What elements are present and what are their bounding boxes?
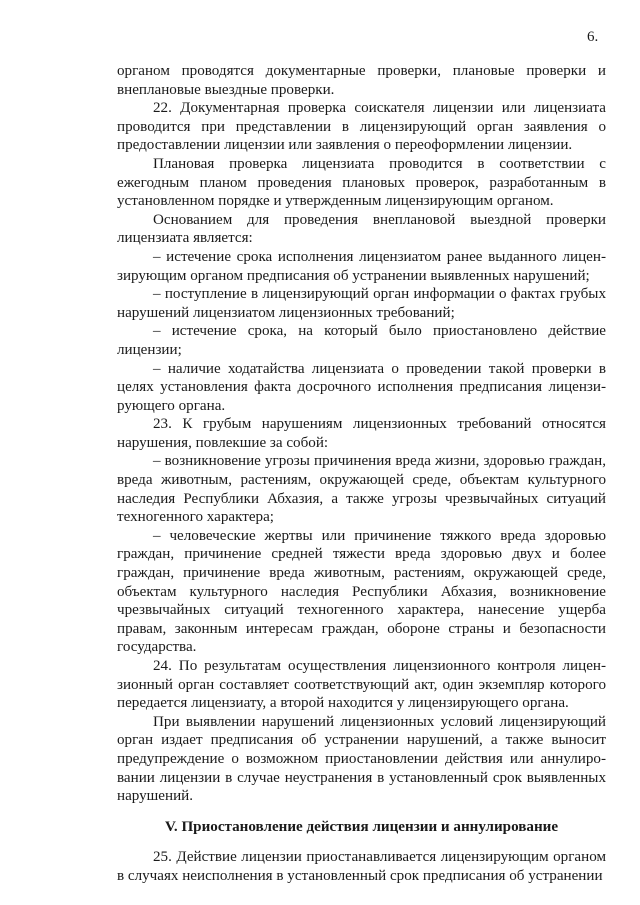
paragraphs-after-heading (117, 848, 606, 885)
paragraph: Плановая проверка лицензиата проводится в соответствии с ежегодным планом проведения плановых проверок, разработанным в установленном порядке и утвержденным лицензирующим органом. (117, 155, 606, 210)
paragraph: 25. Действие лицензии приостанавливается лицензирующим органом в случаях неисполнения в установленный срок предписания об устранении (117, 849, 606, 884)
document-body (117, 62, 606, 886)
list-item: – возникновение угрозы причинения вреда жизни, здоровью граждан, вреда животным, растениям, окружающей среде, объектам культурного наследия Республики Абхазия, а также угрозы чрезвычайных ситуаций техногенного характера; (117, 453, 606, 526)
paragraph: 22. Документарная проверка соискателя лицензии или лицензиата проводится при представлении в лицензирующий орган заявления о предоставлении лицензии или заявления о переоформлении лицензии. (117, 100, 606, 154)
list-item: – истечение срока, на который было приостановлено действие лицензии; (117, 323, 606, 358)
section-heading: V. Приостановление действия лицензии и аннулирование (164, 818, 559, 835)
list-item: – наличие ходатайства лицензиата о проведении такой проверки в целях установления факта досрочного исполнения предписания лицензирующего органа. (117, 360, 606, 414)
paragraph: органом проводятся документарные проверки, плановые проверки и внеплановые выездные проверки. (117, 63, 606, 98)
paragraph: Основанием для проведения внеплановой выездной проверки лицензиата является: (117, 211, 606, 247)
list-item: – поступление в лицензирующий орган информации о фактах грубых нарушений лицензиатом лицензионных требований; (117, 286, 606, 321)
paragraph: При выявлении нарушений лицензионных условий лицензирующий орган издает предписания об устранении нарушений, а также выносит предупреждение о возможном приостановлении действия или аннулировании лицензии в случае неустранения в установленный срок выявленных нарушений. (117, 713, 606, 805)
list-item: – истечение срока исполнения лицензиатом ранее выданного лицензирующим органом предписания об устранении выявленных нарушений; (117, 248, 606, 284)
list-item: – человеческие жертвы или причинение тяжкого вреда здоровью граждан, причинение средней тяжести вреда здоровью двух и более граждан, причинение вреда животным, растениям, окружающей среде, объектам культурного наследия Республики Абхазия, возникновение чрезвычайных ситуаций техногенного характера, нанесение ущерба правам, законным интересам граждан, обороне страны и безопасности государства. (117, 527, 606, 656)
page-number: 6. (587, 29, 599, 45)
paragraph: 24. По результатам осуществления лицензионного контроля лицензионный орган составляет соответствующий акт, один экземпляр которого передается лицензиату, а второй находится у лицензирующего органа. (117, 658, 606, 712)
paragraphs-before-heading (117, 62, 606, 806)
paragraph: 23. К грубым нарушениям лицензионных требований относятся нарушения, повлекшие за собой: (117, 416, 606, 451)
